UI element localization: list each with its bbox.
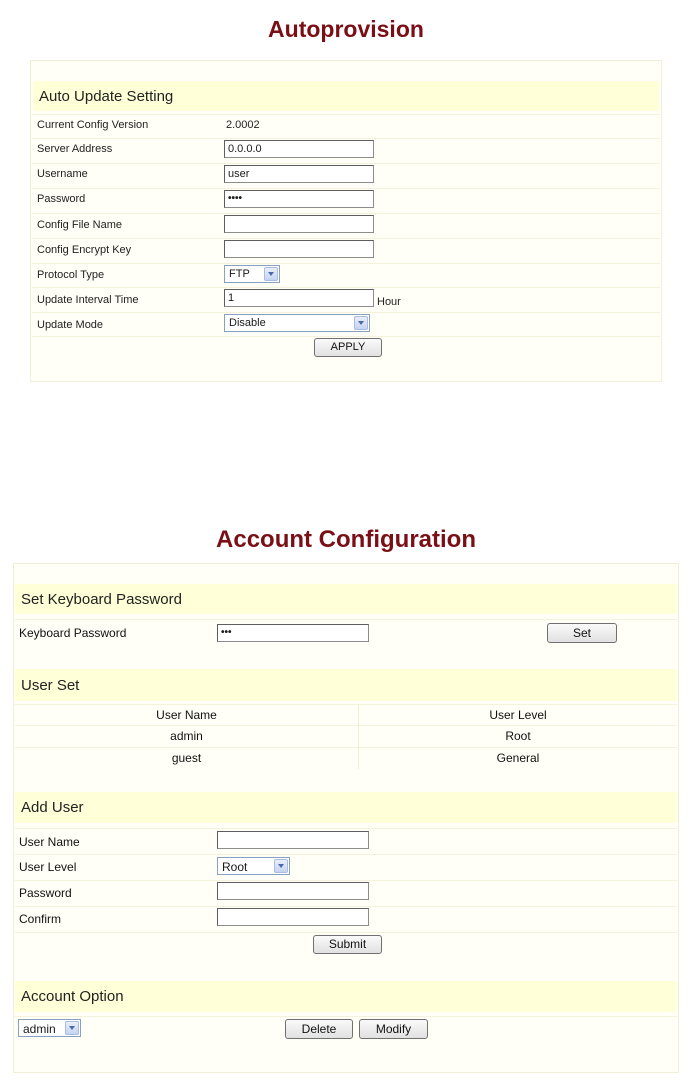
protocol-type-value: FTP (229, 268, 250, 280)
server-address-input[interactable]: 0.0.0.0 (224, 140, 374, 158)
update-mode-value: Disable (229, 317, 266, 329)
server-address-label: Server Address (37, 143, 113, 155)
set-keyboard-password-button[interactable]: Set (547, 623, 617, 643)
add-user-confirm-label: Confirm (19, 912, 62, 926)
config-file-name-label: Config File Name (37, 219, 122, 231)
config-file-name-input[interactable] (224, 215, 374, 233)
chevron-down-icon[interactable] (264, 267, 278, 281)
apply-button[interactable]: APPLY (314, 338, 382, 357)
auto-update-setting-header: Auto Update Setting (33, 81, 659, 111)
password-input[interactable]: •••• (224, 190, 374, 208)
username-input[interactable]: user (224, 165, 374, 183)
add-user-password-label: Password (19, 886, 72, 900)
column-header-user-level: User Level (489, 708, 547, 722)
keyboard-password-input[interactable]: ••• (217, 624, 369, 642)
username-label: Username (37, 168, 88, 180)
account-option-header: Account Option (15, 981, 677, 1012)
autoprovision-title: Autoprovision (268, 16, 424, 42)
account-option-user-value: admin (23, 1022, 56, 1036)
update-mode-select[interactable] (224, 314, 370, 332)
current-config-version-value: 2.0002 (226, 119, 260, 131)
chevron-down-icon[interactable] (65, 1021, 79, 1035)
set-keyboard-password-header: Set Keyboard Password (15, 584, 677, 614)
current-config-version-label: Current Config Version (37, 119, 149, 131)
keyboard-password-label: Keyboard Password (19, 626, 127, 640)
protocol-type-select[interactable] (224, 265, 280, 283)
add-user-level-select[interactable] (217, 857, 290, 875)
chevron-down-icon[interactable] (354, 316, 368, 330)
column-divider (358, 704, 359, 769)
add-user-password-input[interactable] (217, 882, 369, 900)
update-interval-time-label: Update Interval Time (37, 294, 139, 306)
row-protocol-type (32, 263, 660, 287)
update-interval-time-input[interactable]: 1 (224, 289, 374, 307)
account-configuration-title: Account Configuration (216, 526, 476, 553)
add-user-level-value: Root (222, 860, 248, 874)
add-user-confirm-input[interactable] (217, 908, 369, 926)
add-user-level-label: User Level (19, 860, 77, 874)
update-interval-unit: Hour (377, 296, 401, 308)
user-level-cell: Root (505, 729, 531, 743)
user-name-cell: guest (171, 751, 202, 765)
row-add-user-level (15, 854, 677, 880)
add-user-header: Add User (15, 792, 677, 823)
modify-button[interactable]: Modify (359, 1019, 428, 1039)
config-encrypt-key-input[interactable] (224, 240, 374, 258)
column-header-user-name: User Name (156, 708, 217, 722)
submit-button[interactable]: Submit (313, 935, 382, 954)
user-set-header: User Set (15, 669, 677, 701)
delete-button[interactable]: Delete (285, 1019, 353, 1039)
user-level-cell: General (496, 751, 540, 765)
config-encrypt-key-label: Config Encrypt Key (37, 244, 132, 256)
account-option-user-select[interactable] (18, 1019, 81, 1037)
chevron-down-icon[interactable] (274, 859, 288, 873)
add-user-name-input[interactable] (217, 831, 369, 849)
user-name-cell: admin (170, 729, 203, 743)
update-mode-label: Update Mode (37, 319, 104, 331)
protocol-type-label: Protocol Type (37, 269, 105, 281)
add-user-name-label: User Name (19, 835, 80, 849)
password-label: Password (37, 193, 86, 205)
